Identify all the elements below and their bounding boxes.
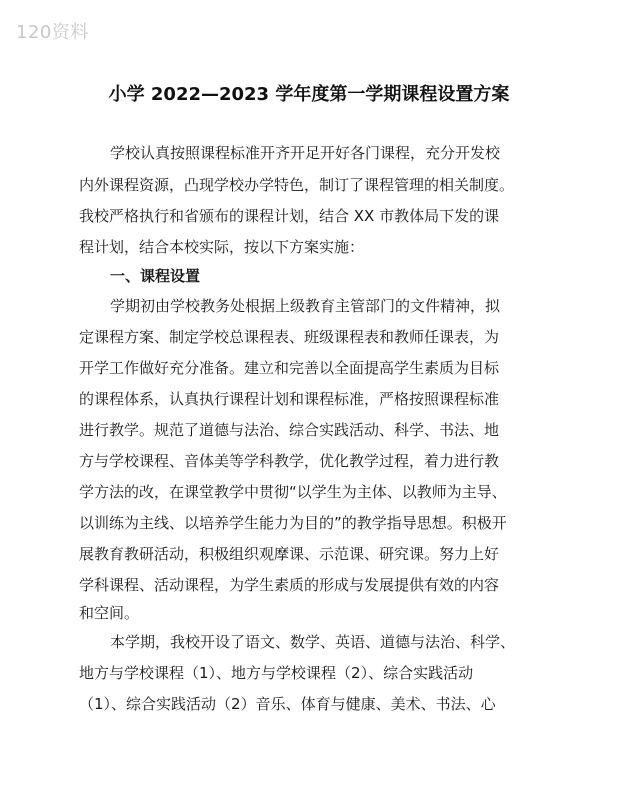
paragraph-line: 方与学校课程、音体美等学科教学，优化教学过程，着力进行教	[79, 452, 500, 470]
paragraph-line: 的课程体系，认真执行课程计划和课程标准，严格按照课程标准	[79, 390, 500, 408]
watermark-logo: 120资料	[16, 22, 89, 43]
intro-line: 内外课程资源，凸现学校办学特色，制订了课程管理的相关制度。	[79, 176, 515, 194]
paragraph-line: 地方与学校课程（1）、地方与学校课程（2）、综合实践活动	[79, 664, 474, 682]
paragraph-line: 本学期，我校开设了语文、数学、英语、道德与法治、科学、	[110, 633, 516, 651]
intro-line: 程计划，结合本校实际，按以下方案实施：	[79, 238, 365, 256]
intro-line: 我校严格执行和省颁布的课程计划，结合 XX 市教体局下发的课	[79, 207, 500, 225]
document-title: 小学 2022—2023 学年度第一学期课程设置方案	[108, 84, 510, 105]
paragraph-line: 和空间。	[79, 604, 140, 622]
paragraph-line: 展教育教研活动，积极组织观摩课、示范课、研究课。努力上好	[79, 545, 500, 563]
paragraph-line: 学期初由学校教务处根据上级教育主管部门的文件精神，拟	[110, 297, 501, 315]
paragraph-line: 定课程方案、制定学校总课程表、班级课程表和教师任课表，为	[79, 328, 500, 346]
paragraph-line: 以训练为主线、以培养学生能力为目的”的教学指导思想。积极开	[79, 514, 507, 532]
paragraph-line: 进行教学。规范了道德与法治、综合实践活动、科学、书法、地	[79, 421, 500, 439]
paragraph-line: 学科课程、活动课程，为学生素质的形成与发展提供有效的内容	[79, 576, 500, 594]
section-heading: 一、课程设置	[110, 267, 201, 285]
paragraph-line: （1）、综合实践活动（2）音乐、体育与健康、美术、书法、心	[79, 695, 496, 713]
paragraph-line: 学方法的改，在课堂教学中贯彻“以学生为主体、以教师为主导、	[79, 483, 507, 501]
intro-line: 学校认真按照课程标准开齐开足开好各门课程，充分开发校	[110, 144, 501, 162]
paragraph-line: 开学工作做好充分准备。建立和完善以全面提高学生素质为目标	[79, 359, 500, 377]
